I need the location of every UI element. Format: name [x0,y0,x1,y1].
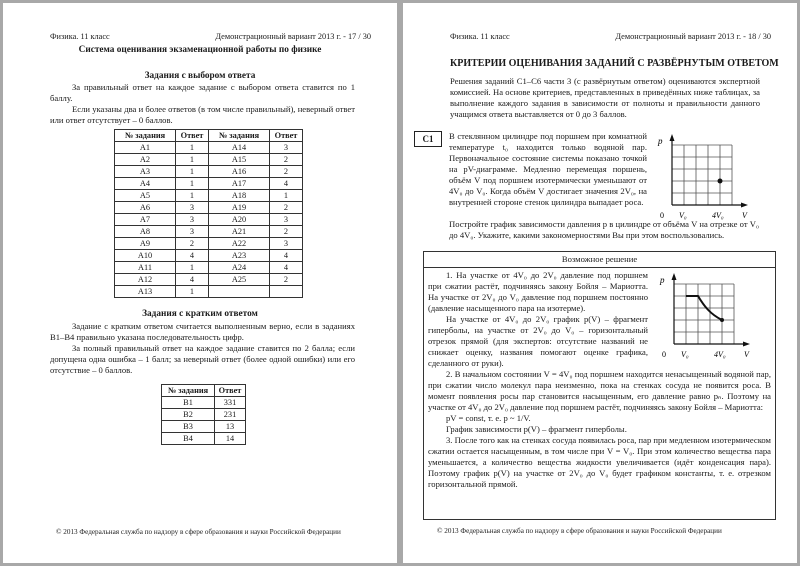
table-cell: 1 [176,286,209,298]
solution-graph-description: На участке от 4V₀ до 2V₀ график p(V) – фрагмент гиперболы, на участке от 2V₀ до V₀ – горизонтальный отрезок прямой (для экспертов: отсутствие названий не снижает оценку, названия помогают оценке графика, сделанного от руки). [428,314,648,368]
solution-step-3: 3. После того как на стенках сосуда появилась роса, пар при медленном изотермическом сжатии остается насыщенным, в том числе при V = V₀. При этом количество вещества пара уменьшается, а количество вещества жидкости увеличивается (идёт конденсация пара). Поэтому график p(V) на участке от 2V₀ до V₀ будет графиком константы, т. е. отрезком горизонтальной прямой. [428,435,771,489]
table-cell: A4 [115,178,176,190]
paragraph: За полный правильный ответ на каждое задание ставится по 2 балла; если допущена одна ошибка – 1 балл; за неверный ответ (более одной ошибки) или его отсутствие – 0 баллов. [50,343,355,375]
solution-step-1: 1. На участке от 4V₀ до 2V₀ давление под поршнем при сжатии растёт, подчиняясь закону Бойля – Мариотта. На участке от 2V₀ до V₀ давление под поршнем постоянно (давление насыщенного пара на изотерме). [428,270,648,313]
table-cell: A15 [209,154,270,166]
table-row [115,202,303,214]
page-17 [3,3,397,563]
paragraph: За правильный ответ на каждое задание с выбором ответа ставится по 1 баллу. [50,82,355,103]
pv-diagram-solution [652,270,762,360]
table-cell: A23 [209,250,270,262]
table-row [115,214,303,226]
col-header: № задания [209,130,270,142]
y-axis-arrow [670,134,675,141]
table-cell: A16 [209,166,270,178]
copyright-footer: © 2013 Федеральная служба по надзору в сфере образования и науки Российской Федерации [56,528,341,536]
table-cell: A5 [115,190,176,202]
task-question-wrap [449,219,759,241]
table-cell: A18 [209,190,270,202]
table-cell: A22 [209,238,270,250]
table-cell: 1 [176,166,209,178]
table-cell: 1 [176,178,209,190]
header-subject: Физика. 11 класс [450,32,510,41]
table-cell: A3 [115,166,176,178]
table-cell: A11 [115,262,176,274]
table-cell: A8 [115,226,176,238]
pv-diagram-initial [650,131,760,221]
solution-graph-note: График зависимости p(V) – фрагмент гиперболы. [446,424,627,434]
x-axis-label: V [742,211,747,220]
table-cell: A7 [115,214,176,226]
table-cell: B4 [162,433,215,445]
tick-v0: V₀ [679,211,687,220]
tick-v0: V₀ [681,350,689,359]
table-cell: 2 [270,226,303,238]
table-cell [270,286,303,298]
table-cell: 1 [176,142,209,154]
origin-label: 0 [660,211,664,220]
table-cell: A1 [115,142,176,154]
table-cell: A2 [115,154,176,166]
table-cell: 4 [270,250,303,262]
col-header: № задания [115,130,176,142]
table-cell: 3 [270,214,303,226]
table-cell: 3 [270,238,303,250]
header-page-number: Демонстрационный вариант 2013 г. - 17 / 30 [215,32,371,41]
table-cell: A14 [209,142,270,154]
initial-state-point [720,318,724,322]
table-row [115,262,303,274]
table-cell: 2 [270,274,303,286]
task-question: Постройте график зависимости давления p в цилиндре от объёма V на отрезке от V₀ до 4V₀. Укажите, какими закономерностями Вы при этом воспользовались. [449,219,759,240]
table-cell: A6 [115,202,176,214]
page-18 [403,3,797,563]
task-label-c1: C1 [414,131,442,147]
x-axis-arrow [741,203,748,208]
x-axis-arrow [743,342,750,347]
table-cell: 1 [176,190,209,202]
tick-4v0: 4V₀ [714,350,726,359]
table-cell: 2 [270,202,303,214]
table-cell: 14 [215,433,246,445]
table-cell: B3 [162,421,215,433]
table-cell: A20 [209,214,270,226]
page-title: Система оценивания экзаменационной работы по физике [78,45,322,55]
table-cell: A12 [115,274,176,286]
table-cell: 2 [270,166,303,178]
x-axis-label: V [744,350,749,359]
col-header: № задания [162,385,215,397]
grid [672,145,732,205]
table-cell: 4 [270,262,303,274]
col-header: Ответ [270,130,303,142]
paragraph: Задание с кратким ответом считается выполненным верно, если в заданиях B1–B4 правильно указана последовательность цифр. [50,321,355,342]
header-page-number: Демонстрационный вариант 2013 г. - 18 / 30 [615,32,771,41]
table-cell: A21 [209,226,270,238]
y-axis-label: p [658,136,663,146]
table-cell: 3 [176,226,209,238]
grid [674,284,734,344]
paragraph: Если указаны два и более ответов (в том числе правильный), неверный ответ или ответ отсутствует – 0 баллов. [50,104,355,125]
table-cell: 4 [176,274,209,286]
table-cell: 2 [270,154,303,166]
table-cell: A17 [209,178,270,190]
answers-table-b [161,384,246,445]
table-cell: 1 [270,190,303,202]
table-cell: 1 [176,154,209,166]
table-row [162,421,246,433]
tick-4v0: 4V₀ [712,211,724,220]
solution-box [423,251,776,520]
table-cell: A24 [209,262,270,274]
table-row [115,166,303,178]
intro-text [450,76,760,120]
solution-header: Возможное решение [424,252,775,268]
table-cell: A19 [209,202,270,214]
table-cell: 331 [215,397,246,409]
table-row [115,190,303,202]
table-row [115,154,303,166]
col-header: Ответ [215,385,246,397]
initial-state-point [718,179,723,184]
table-cell: 2 [176,238,209,250]
table-row [115,274,303,286]
copyright-footer: © 2013 Федеральная служба по надзору в сфере образования и науки Российской Федерации [437,527,722,535]
table-row [115,250,303,262]
task-condition: В стеклянном цилиндре под поршнем при комнатной температуре t₀ находится только водяной пар. Первоначальное состояние системы показано точкой на pV-диаграмме. Медленно перемещая поршень, объём V под поршнем изотермически уменьшают от 4V₀ до V₀. Когда объём V достигает значения 2V₀, на внутренней стороне стенок цилиндра выпадает роса. [449,131,647,207]
origin-label: 0 [662,350,666,359]
section-a-text [50,82,355,126]
header-subject: Физика. 11 класс [50,32,110,41]
table-cell: A13 [115,286,176,298]
table-cell: B2 [162,409,215,421]
col-header: Ответ [176,130,209,142]
table-row [115,178,303,190]
table-cell [209,286,270,298]
table-cell: A9 [115,238,176,250]
page-title: КРИТЕРИИ ОЦЕНИВАНИЯ ЗАДАНИЙ С РАЗВЁРНУТЫМ ОТВЕТОМ [450,58,779,69]
table-cell: A25 [209,274,270,286]
table-cell: 4 [270,178,303,190]
table-cell: 1 [176,262,209,274]
table-cell: 231 [215,409,246,421]
solution-formula: pV = const, т. е. p ~ 1/V. [446,413,531,423]
table-cell: 4 [176,250,209,262]
table-cell: 3 [270,142,303,154]
table-row [115,226,303,238]
table-cell: 3 [176,202,209,214]
section-b-text [50,321,355,376]
table-cell: 13 [215,421,246,433]
y-axis-label: p [660,275,665,285]
answers-table-a [114,129,303,298]
table-cell: A10 [115,250,176,262]
table-cell: 3 [176,214,209,226]
table-row [162,397,246,409]
solution-step-2: 2. В начальном состоянии V = 4V₀ под поршнем находится ненасыщенный водяной пар, при сжатии число молекул пара неизменно, пока на стенках сосуда не появится роса. В момент появления росы пар становится насыщенным, его давление равно pₙ. Поэтому на участке от 4V₀ до 2V₀ давление под поршнем растёт, подчиняясь закону Бойля – Мариотта: [428,369,771,412]
section-title-multiple-choice: Задания с выбором ответа [144,71,256,81]
table-cell: B1 [162,397,215,409]
task-text [449,131,647,208]
table-row [162,433,246,445]
table-row [115,286,303,298]
y-axis-arrow [672,273,677,280]
paragraph: Решения заданий С1–С6 части 3 (с развёрнутым ответом) оцениваются экспертной комиссией. На основе критериев, представленных в приведённых ниже таблицах, за выполнение каждого задания в зависимости от полноты и правильности данного учащимся ответа выставляется от 0 до 3 баллов. [450,76,760,119]
section-title-short-answer: Задания с кратким ответом [142,309,258,319]
table-row [115,238,303,250]
table-row [115,142,303,154]
table-row [162,409,246,421]
